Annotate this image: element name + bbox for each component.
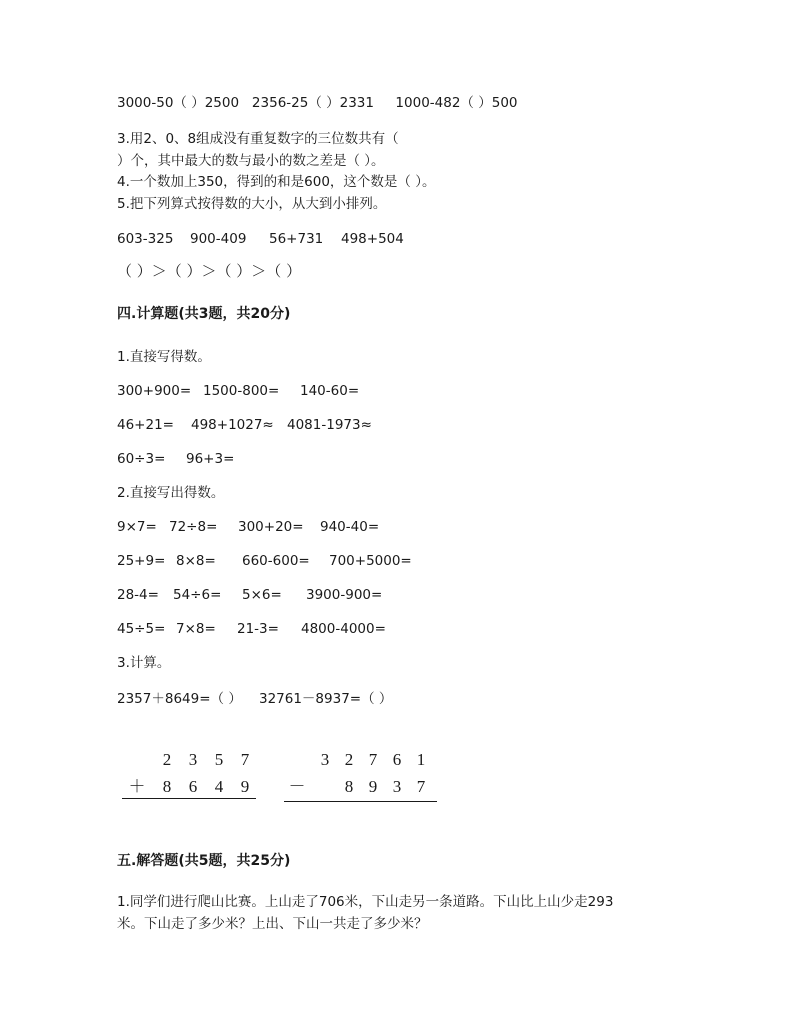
expression-item: 603-325 — [117, 231, 174, 247]
question-4: 4.一个数加上350，得到的和是600，这个数是（ ）。 — [117, 174, 436, 190]
expression-item: 900-409 — [190, 231, 247, 247]
question-3-line1: 3.用2、0、8组成没有重复数字的三位数共有（ — [117, 131, 399, 147]
q2-item: 21-3= — [237, 621, 279, 637]
question-3-line2: ）个，其中最大的数与最小的数之差是（ ）。 — [117, 153, 385, 169]
q2-item: 8×8= — [176, 553, 216, 569]
q2-item: 28-4= — [117, 587, 159, 603]
digit: 2 — [344, 750, 354, 769]
q1-item: 1500-800= — [203, 383, 280, 399]
q1-item: 96+3= — [186, 451, 235, 467]
q2-item: 940-40= — [320, 519, 380, 535]
plus-sign: ＋ — [128, 777, 146, 796]
digit: 2 — [162, 750, 172, 769]
q2-item: 54÷6= — [173, 587, 222, 603]
digit: 8 — [344, 777, 354, 796]
q2-item: 3900-900= — [306, 587, 383, 603]
digit: 3 — [188, 750, 198, 769]
expression-item: 498+504 — [341, 231, 404, 247]
digit: 3 — [392, 777, 402, 796]
q1-item: 46+21= — [117, 417, 174, 433]
digit: 8 — [162, 777, 172, 796]
digit: 9 — [240, 777, 250, 796]
q2-item: 25+9= — [117, 553, 166, 569]
q2-item: 9×7= — [117, 519, 157, 535]
section-5-q1-line2: 米。下山走了多少米？上出、下山一共走了多少米？ — [117, 916, 428, 932]
question-5-ordering: （ ）＞（ ）＞（ ）＞（ ） — [117, 262, 302, 280]
digit: 6 — [188, 777, 198, 796]
section-4-q3-line: 2357＋8649=（ ） 32761－8937=（ ） — [117, 691, 393, 707]
expression-item: 56+731 — [269, 231, 324, 247]
q1-item: 498+1027≈ — [191, 417, 274, 433]
q2-item: 7×8= — [176, 621, 216, 637]
compare-line: 3000-50（ ）2500 2356-25（ ）2331 1000-482（ ）500 — [117, 95, 518, 111]
section-5-title: 五.解答题(共5题，共25分) — [117, 853, 291, 869]
digit: 7 — [368, 750, 378, 769]
q1-item: 4081-1973≈ — [287, 417, 372, 433]
subtraction-underline — [284, 801, 437, 802]
digit: 1 — [416, 750, 426, 769]
q2-item: 300+20= — [238, 519, 304, 535]
section-4-q1-title: 1.直接写得数。 — [117, 349, 211, 365]
digit: 9 — [368, 777, 378, 796]
section-5-q1-line1: 1.同学们进行爬山比赛。上山走了706米，下山走另一条道路。下山比上山少走293 — [117, 894, 614, 910]
addition-underline — [122, 798, 256, 799]
q1-item: 300+900= — [117, 383, 192, 399]
digit: 7 — [416, 777, 426, 796]
q2-item: 660-600= — [242, 553, 310, 569]
digit: 7 — [240, 750, 250, 769]
q2-item: 4800-4000= — [301, 621, 386, 637]
q2-item: 72÷8= — [169, 519, 218, 535]
digit: 4 — [214, 777, 224, 796]
section-4-title: 四.计算题(共3题，共20分) — [117, 306, 291, 322]
digit: 5 — [214, 750, 224, 769]
section-4-q3-title: 3.计算。 — [117, 655, 171, 671]
digit: 3 — [320, 750, 330, 769]
q2-item: 5×6= — [242, 587, 282, 603]
q1-item: 140-60= — [300, 383, 360, 399]
question-5: 5.把下列算式按得数的大小，从大到小排列。 — [117, 196, 387, 212]
digit: 6 — [392, 750, 402, 769]
minus-sign: － — [288, 777, 306, 796]
section-4-q2-title: 2.直接写出得数。 — [117, 485, 225, 501]
q2-item: 45÷5= — [117, 621, 166, 637]
q1-item: 60÷3= — [117, 451, 166, 467]
q2-item: 700+5000= — [329, 553, 412, 569]
